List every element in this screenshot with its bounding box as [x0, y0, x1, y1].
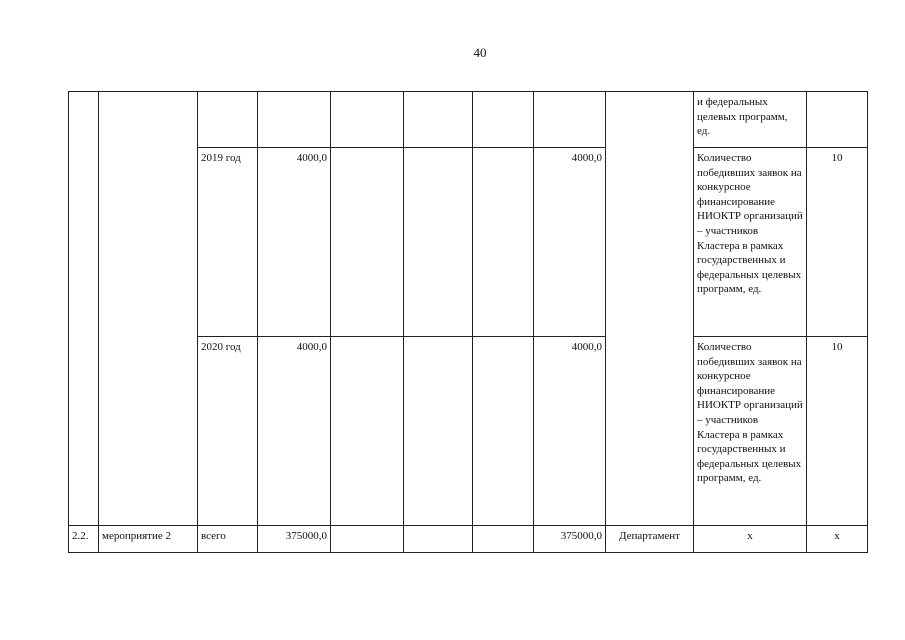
period-cell — [198, 92, 258, 148]
target-value-cell: х — [807, 526, 868, 553]
regional-budget-cell — [404, 92, 473, 148]
extra-budget-cell: 4000,0 — [534, 148, 606, 337]
row-number-cell — [69, 92, 99, 526]
total-cell: 4000,0 — [258, 148, 331, 337]
period-cell: всего — [198, 526, 258, 553]
regional-budget-cell — [404, 148, 473, 337]
indicator-cell: х — [694, 526, 807, 553]
target-value-cell: 10 — [807, 337, 868, 526]
activity-name-cell — [99, 92, 198, 526]
total-cell — [258, 92, 331, 148]
page-number: 40 — [473, 45, 487, 60]
total-cell: 375000,0 — [258, 526, 331, 553]
extra-budget-cell: 4000,0 — [534, 337, 606, 526]
regional-budget-cell — [404, 526, 473, 553]
table-row — [69, 92, 868, 148]
federal-budget-cell — [331, 92, 404, 148]
total-cell: 4000,0 — [258, 337, 331, 526]
target-value-cell — [807, 92, 868, 148]
federal-budget-cell — [331, 337, 404, 526]
program-table — [68, 91, 868, 553]
regional-budget-cell — [404, 337, 473, 526]
target-value-cell: 10 — [807, 148, 868, 337]
table-row — [69, 526, 868, 553]
period-cell: 2019 год — [198, 148, 258, 337]
local-budget-cell — [473, 526, 534, 553]
period-cell: 2020 год — [198, 337, 258, 526]
federal-budget-cell — [331, 148, 404, 337]
executor-cell — [606, 92, 694, 526]
row-number-cell: 2.2. — [69, 526, 99, 553]
local-budget-cell — [473, 337, 534, 526]
indicator-cell: Количество победивших заявок на конкурсное финансирование НИОКТР организаций – участников Кластера в рамках государственных и федеральных целевых программ, ед. — [694, 337, 807, 526]
local-budget-cell — [473, 148, 534, 337]
indicator-cell: Количество победивших заявок на конкурсное финансирование НИОКТР организаций – участников Кластера в рамках государственных и федеральных целевых программ, ед. — [694, 148, 807, 337]
local-budget-cell — [473, 92, 534, 148]
federal-budget-cell — [331, 526, 404, 553]
executor-cell: Департамент — [606, 526, 694, 553]
extra-budget-cell — [534, 92, 606, 148]
extra-budget-cell: 375000,0 — [534, 526, 606, 553]
activity-name-cell: мероприятие 2 — [99, 526, 198, 553]
indicator-cell: и федеральных целевых программ, ед. — [694, 92, 807, 148]
